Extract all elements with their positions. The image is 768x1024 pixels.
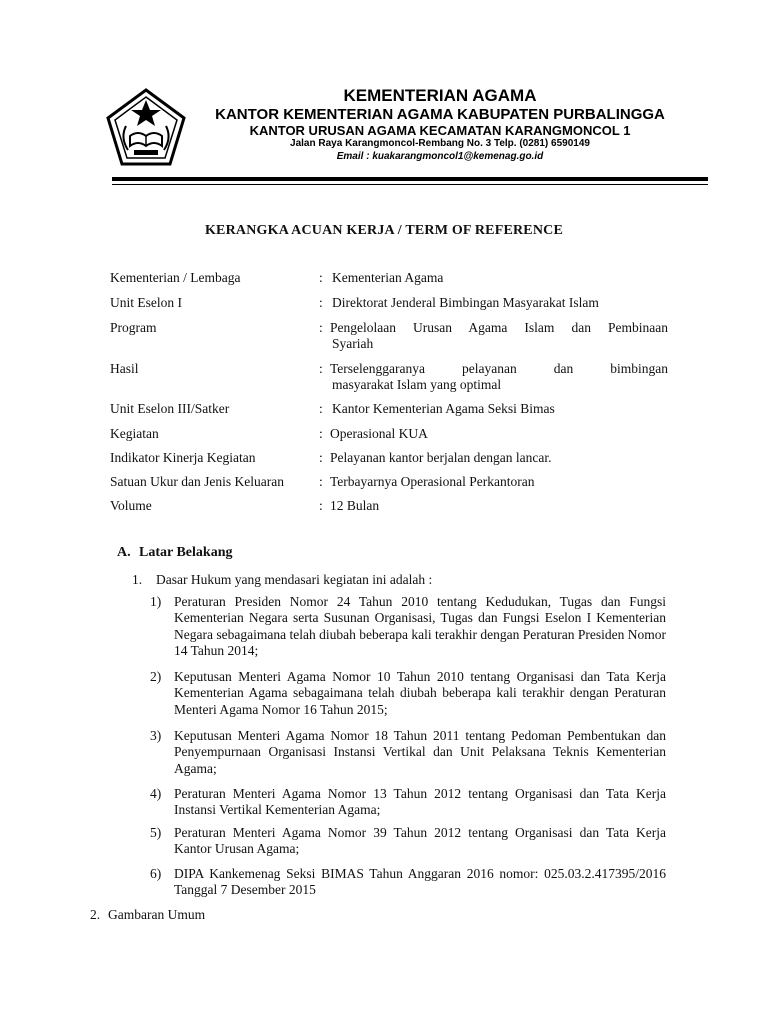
info-colon: : <box>319 401 323 416</box>
info-value <box>330 401 668 417</box>
list-item-number: 1) <box>150 594 162 609</box>
info-value-continuation <box>330 336 668 352</box>
info-label: Kegiatan <box>110 426 159 441</box>
info-label: Hasil <box>110 361 139 376</box>
letterhead-address: Jalan Raya Karangmoncol-Rembang No. 3 Telp. (0281) 6590149 <box>290 138 590 149</box>
section-title: Latar Belakang <box>139 545 233 560</box>
document-title: KERANGKA ACUAN KERJA / TERM OF REFERENCE <box>204 223 564 238</box>
list-item-number: 6) <box>150 866 162 881</box>
list-item-text: Peraturan Presiden Nomor 24 Tahun 2010 tentang Kedudukan, Tugas dan Fungsi Kementerian Negara serta Susunan Organisasi, Tugas dan Fungsi Eselon I Kementerian Negara sebagaimana telah diubah beberapa kali terakhir dengan Peraturan Presiden Nomor 14 Tahun 2014; <box>174 594 666 658</box>
point-2 <box>90 907 205 923</box>
section-heading <box>117 545 232 561</box>
point-text: Dasar Hukum yang mendasari kegiatan ini adalah : <box>156 572 433 587</box>
list-item-number: 5) <box>150 825 162 840</box>
list-item-number: 4) <box>150 786 162 801</box>
info-label: Kementerian / Lembaga <box>110 270 241 285</box>
info-label: Satuan Ukur dan Jenis Keluaran <box>110 474 284 489</box>
info-value-text: Direktorat Jenderal Bimbingan Masyarakat Islam <box>332 295 599 310</box>
info-label: Indikator Kinerja Kegiatan <box>110 450 256 465</box>
info-label: Volume <box>110 498 152 513</box>
info-value-text: 12 Bulan <box>330 498 380 513</box>
info-value-text: Terbayarnya Operasional Perkantoran <box>330 474 535 489</box>
info-colon: : <box>319 320 323 335</box>
point-text: Gambaran Umum <box>108 907 206 922</box>
point-number: 1. <box>132 572 143 587</box>
info-value-cont-text: Syariah <box>332 336 374 351</box>
info-value-text: Pengelolaan Urusan Agama Islam dan Pembinaan <box>330 320 668 335</box>
info-label: Unit Eselon I <box>110 295 182 310</box>
letterhead-divider-thick <box>112 177 708 181</box>
info-value-continuation <box>330 377 668 393</box>
info-colon: : <box>319 361 323 376</box>
info-value-cont-text: masyarakat Islam yang optimal <box>332 377 502 392</box>
info-colon: : <box>319 474 323 489</box>
info-colon: : <box>319 426 323 441</box>
info-value-text: Kementerian Agama <box>332 270 444 285</box>
info-colon: : <box>319 295 323 310</box>
info-label: Program <box>110 320 157 335</box>
info-value <box>330 295 668 311</box>
list-item-number: 2) <box>150 669 162 684</box>
letterhead-kua-office: KANTOR URUSAN AGAMA KECAMATAN KARANGMONCOL 1 <box>249 123 631 138</box>
list-item-text: Peraturan Menteri Agama Nomor 39 Tahun 2012 tentang Organisasi dan Tata Kerja Kantor Urusan Agama; <box>174 825 666 857</box>
info-value-text: Terselenggaranya pelayanan dan bimbingan <box>330 361 668 376</box>
point-1 <box>132 572 432 588</box>
list-item-text: Keputusan Menteri Agama Nomor 18 Tahun 2011 tentang Pedoman Pembentukan dan Penyempurnaan Organisasi Instansi Vertikal dan Unit Pelaksana Teknis Kementerian Agama; <box>174 728 666 776</box>
info-value-text: Operasional KUA <box>330 426 428 441</box>
info-colon: : <box>319 270 323 285</box>
list-item-text: DIPA Kankemenag Seksi BIMAS Tahun Anggaran 2016 nomor: 025.03.2.417395/2016 Tanggal 7 Desember 2015 <box>174 866 666 898</box>
info-value-text: Pelayanan kantor berjalan dengan lancar. <box>330 450 552 465</box>
letterhead-divider-thin <box>112 184 708 185</box>
letterhead-ministry: KEMENTERIAN AGAMA <box>343 86 537 105</box>
info-value-text: Kantor Kementerian Agama Seksi Bimas <box>332 401 555 416</box>
info-value <box>330 270 668 286</box>
info-colon: : <box>319 498 323 513</box>
list-item-text: Keputusan Menteri Agama Nomor 10 Tahun 2010 tentang Organisasi dan Tata Kerja Kementerian Agama sebagaimana telah diubah beberapa kali terakhir dengan Peraturan Menteri Agama Nomor 16 Tahun 2015; <box>174 669 666 717</box>
section-number: A. <box>117 545 131 560</box>
list-item-text: Peraturan Menteri Agama Nomor 13 Tahun 2012 tentang Organisasi dan Tata Kerja Instansi Vertikal Kementerian Agama; <box>174 786 666 818</box>
point-number: 2. <box>90 907 101 922</box>
info-colon: : <box>319 450 323 465</box>
info-label: Unit Eselon III/Satker <box>110 401 230 416</box>
kemenag-logo-icon <box>106 88 186 168</box>
letterhead-regency-office: KANTOR KEMENTERIAN AGAMA KABUPATEN PURBALINGGA <box>215 106 665 123</box>
list-item-number: 3) <box>150 728 162 743</box>
letterhead-email: Email : kuakarangmoncol1@kemenag.go.id <box>336 151 544 162</box>
